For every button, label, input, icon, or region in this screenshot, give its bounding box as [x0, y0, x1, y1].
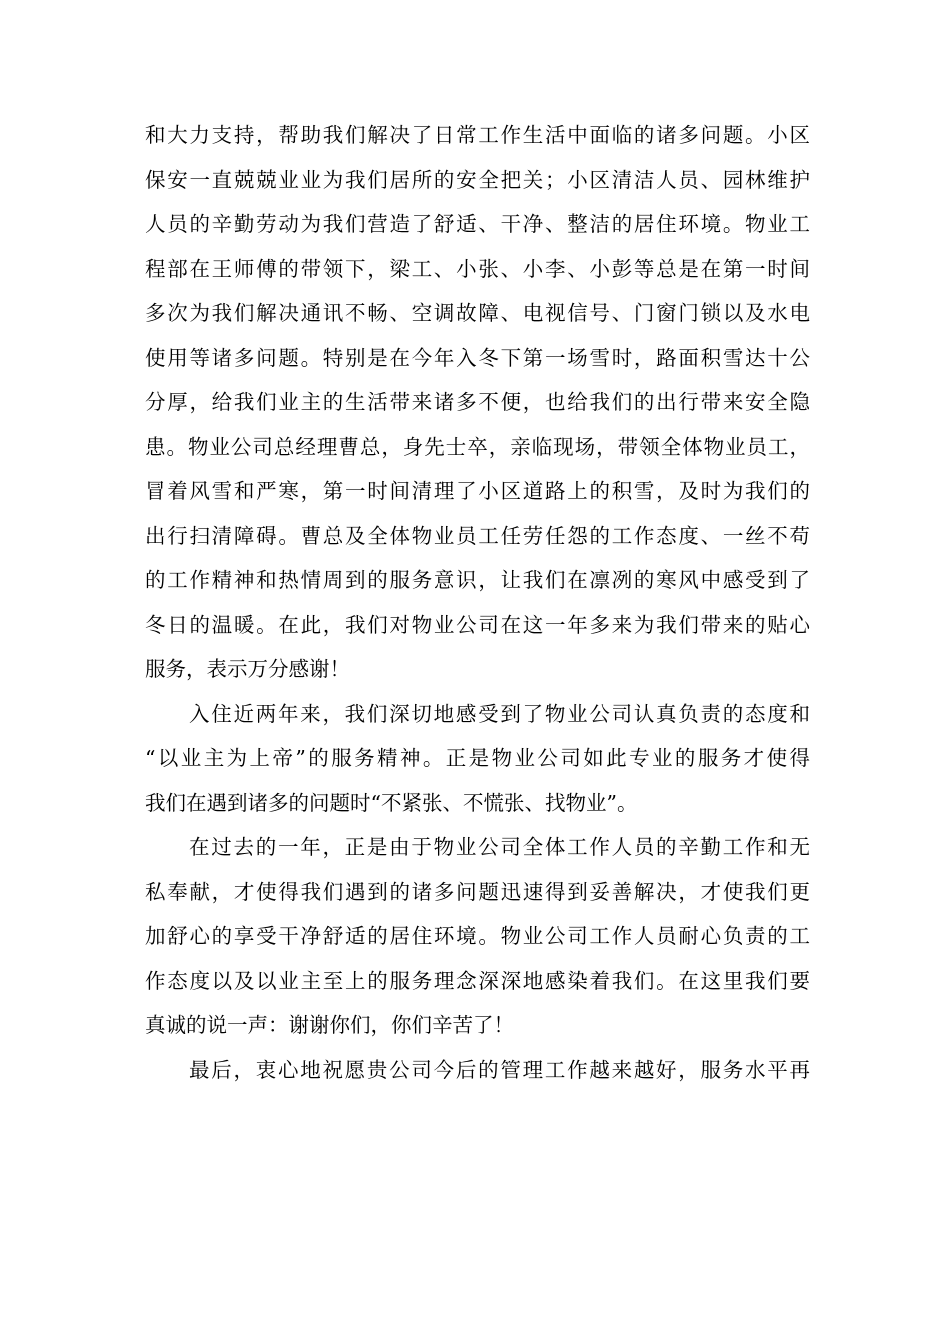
text-line: 的工作精神和热情周到的服务意识，让我们在凛冽的寒风中感受到了: [145, 568, 810, 592]
text-line: 服务，表示万分感谢！: [145, 657, 350, 681]
text-line: 我们在遇到诸多的问题时“不紧张、不慌张、找物业”。: [145, 790, 638, 815]
text-line: 人员的辛勤劳动为我们营造了舒适、干净、整洁的居住环境。物业工: [145, 212, 810, 236]
text-line: “以业主为上帝”的服务精神。正是物业公司如此专业的服务才使得: [145, 746, 810, 770]
text-line: 保安一直兢兢业业为我们居所的安全把关；小区清洁人员、园林维护: [145, 167, 810, 192]
text-line: 患。物业公司总经理曹总，身先士卒，亲临现场，带领全体物业员工，: [145, 434, 810, 459]
text-line: 最后，衷心地祝愿贵公司今后的管理工作越来越好，服务水平再: [189, 1057, 810, 1082]
text-line: 出行扫清障碍。曹总及全体物业员工任劳任怨的工作态度、一丝不苟: [145, 523, 810, 548]
text-line: 多次为我们解决通讯不畅、空调故障、电视信号、门窗门锁以及水电: [145, 301, 810, 325]
text-line: 真诚的说一声：谢谢你们，你们辛苦了！: [145, 1013, 514, 1037]
text-line: 冬日的温暖。在此，我们对物业公司在这一年多来为我们带来的贴心: [145, 612, 810, 637]
text-line: 和大力支持，帮助我们解决了日常工作生活中面临的诸多问题。小区: [145, 123, 810, 147]
document-body: [145, 113, 810, 1092]
text-line: 入住近两年来，我们深切地感受到了物业公司认真负责的态度和: [189, 701, 810, 726]
text-line: 程部在王师傅的带领下，梁工、小张、小李、小彭等总是在第一时间: [145, 256, 810, 281]
text-line: 冒着风雪和严寒，第一时间清理了小区道路上的积雪，及时为我们的: [145, 479, 810, 503]
text-line: 加舒心的享受干净舒适的居住环境。物业公司工作人员耐心负责的工: [145, 924, 810, 948]
text-line: 在过去的一年，正是由于物业公司全体工作人员的辛勤工作和无: [189, 835, 810, 859]
text-line: 分厚，给我们业主的生活带来诸多不便，也给我们的出行带来安全隐: [145, 390, 810, 414]
text-line: 作态度以及以业主至上的服务理念深深地感染着我们。在这里我们要: [145, 968, 810, 993]
text-line: 私奉献，才使得我们遇到的诸多问题迅速得到妥善解决，才使我们更: [145, 879, 810, 904]
text-line: 使用等诸多问题。特别是在今年入冬下第一场雪时，路面积雪达十公: [145, 345, 810, 370]
